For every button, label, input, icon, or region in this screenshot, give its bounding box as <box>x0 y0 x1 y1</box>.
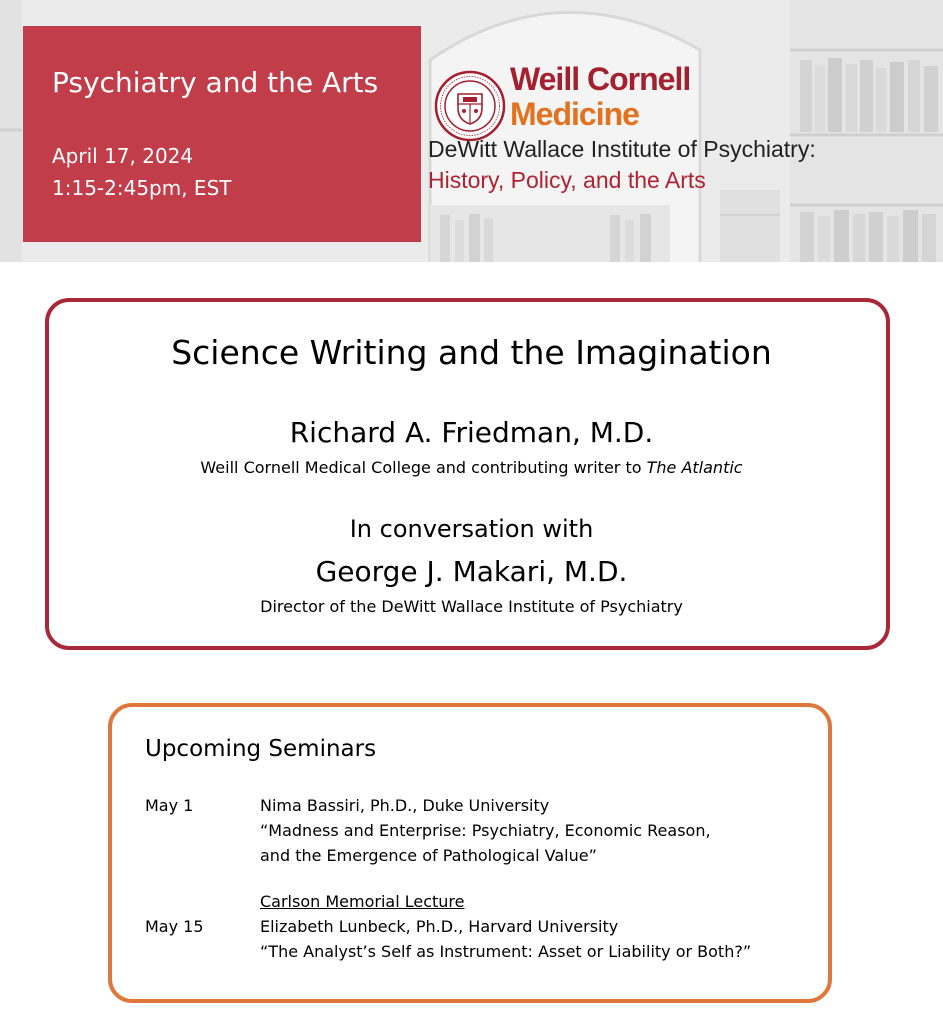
cornell-university-seal-icon <box>434 70 506 142</box>
seminar-title-continued: and the Emergence of Pathological Value” <box>260 846 597 865</box>
series-title-box <box>23 26 421 242</box>
speaker-name: Richard A. Friedman, M.D. <box>289 416 654 449</box>
seminar-title: “Madness and Enterprise: Psychiatry, Economic Reason, <box>260 821 711 840</box>
event-date: April 17, 2024 <box>52 144 194 168</box>
header-banner <box>0 0 943 262</box>
publication-name: The Atlantic <box>646 458 743 477</box>
lecture-label: Carlson Memorial Lecture <box>260 892 465 911</box>
seminar-date: May 15 <box>145 917 204 936</box>
institute-subtitle: History, Policy, and the Arts <box>428 167 706 193</box>
series-title: Psychiatry and the Arts <box>52 66 379 99</box>
event-time: 1:15-2:45pm, EST <box>52 176 232 200</box>
seminar-speaker: Nima Bassiri, Ph.D., Duke University <box>260 796 550 815</box>
moderator-name: George J. Makari, M.D. <box>315 555 628 588</box>
speaker-affiliation-text: Weill Cornell Medical College and contributing writer to <box>200 458 647 477</box>
brand-name-line2: Medicine <box>510 96 639 132</box>
seminar-speaker: Elizabeth Lunbeck, Ph.D., Harvard University <box>260 917 619 936</box>
speaker-affiliation <box>0 458 943 477</box>
conversation-label: In conversation with <box>349 515 594 543</box>
upcoming-heading: Upcoming Seminars <box>145 736 377 762</box>
moderator-role: Director of the DeWitt Wallace Institute of Psychiatry <box>260 597 683 616</box>
institute-name: DeWitt Wallace Institute of Psychiatry: <box>428 136 816 162</box>
brand-name-line1: Weill Cornell <box>510 61 691 97</box>
event-title: Science Writing and the Imagination <box>171 333 772 372</box>
seminar-title: “The Analyst’s Self as Instrument: Asset or Liability or Both?” <box>260 942 752 961</box>
seminar-date: May 1 <box>145 796 194 815</box>
